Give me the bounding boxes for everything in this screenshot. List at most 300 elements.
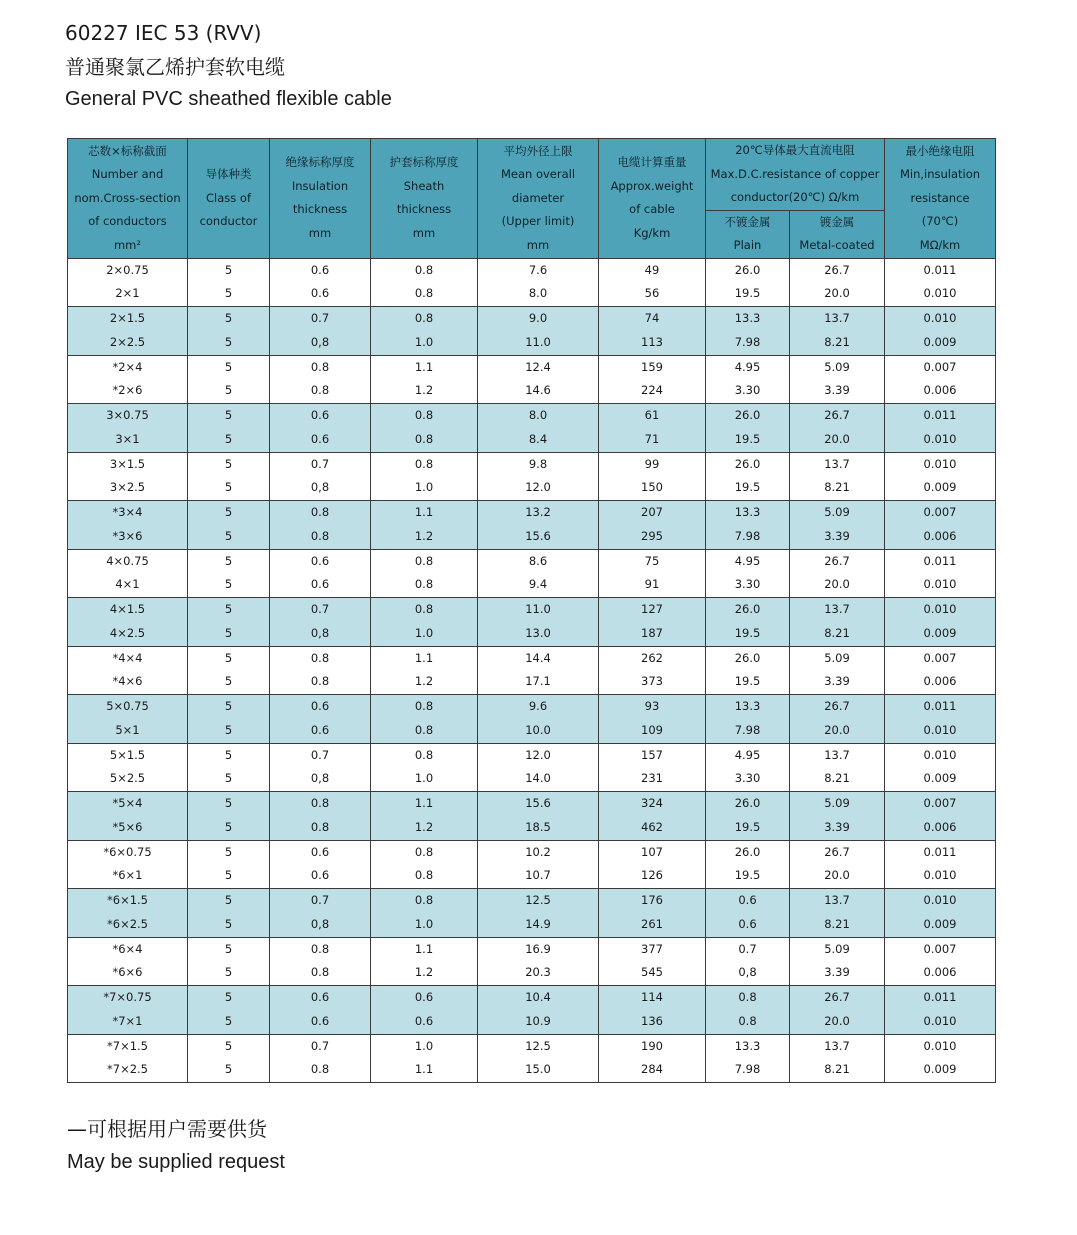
cell-diameter bbox=[478, 598, 599, 647]
value-insulation: 0.6 bbox=[310, 722, 330, 737]
cell-weight bbox=[599, 549, 706, 598]
value-class: 5 bbox=[224, 334, 233, 349]
value-diameter: 14.0 bbox=[525, 771, 551, 786]
value-sheath: 0.8 bbox=[414, 408, 434, 423]
value-res-coated: 8.21 bbox=[824, 1062, 850, 1077]
value-diameter: 12.4 bbox=[525, 359, 551, 374]
value-weight: 127 bbox=[641, 602, 663, 617]
value-min-insulation: 0.010 bbox=[923, 1013, 957, 1028]
value-class: 5 bbox=[224, 699, 233, 714]
value-weight: 190 bbox=[641, 1038, 663, 1053]
value-res-plain: 19.5 bbox=[734, 868, 761, 883]
value-res-plain: 26.0 bbox=[734, 456, 761, 471]
cell-res-plain bbox=[706, 695, 790, 744]
value-size: 2×1 bbox=[115, 286, 140, 301]
cell-class bbox=[188, 840, 270, 889]
cell-min-insulation bbox=[885, 549, 996, 598]
value-class: 5 bbox=[224, 1038, 233, 1053]
cell-size bbox=[68, 307, 188, 356]
value-size: *4×4 bbox=[112, 650, 143, 665]
value-insulation: 0.6 bbox=[310, 262, 330, 277]
value-min-insulation: 0.010 bbox=[923, 1038, 957, 1053]
value-res-coated: 5.09 bbox=[824, 359, 850, 374]
cell-res-coated bbox=[790, 598, 885, 647]
value-insulation: 0.7 bbox=[310, 893, 330, 908]
cell-res-coated bbox=[790, 404, 885, 453]
header-conductor-size: 芯数×标称截面 Number and nom.Cross-section of conductors mm² bbox=[68, 139, 188, 259]
cell-class bbox=[188, 452, 270, 501]
value-res-plain: 0.8 bbox=[738, 1013, 757, 1028]
cell-sheath bbox=[371, 1034, 478, 1083]
value-diameter: 14.4 bbox=[525, 650, 551, 665]
value-class: 5 bbox=[224, 868, 233, 883]
value-weight: 126 bbox=[641, 868, 663, 883]
value-size: *6×0.75 bbox=[103, 844, 152, 859]
value-res-plain: 13.3 bbox=[734, 311, 761, 326]
value-res-plain: 19.5 bbox=[734, 431, 761, 446]
cell-weight bbox=[599, 646, 706, 695]
value-class: 5 bbox=[224, 819, 233, 834]
value-diameter: 10.7 bbox=[525, 868, 551, 883]
value-weight: 49 bbox=[644, 262, 660, 277]
value-size: 5×1 bbox=[115, 722, 140, 737]
value-class: 5 bbox=[224, 674, 233, 689]
cell-size bbox=[68, 937, 188, 986]
value-sheath: 0.8 bbox=[414, 868, 434, 883]
table-row-group bbox=[68, 986, 996, 1035]
cell-diameter bbox=[478, 307, 599, 356]
cell-diameter bbox=[478, 1034, 599, 1083]
table-row-group bbox=[68, 1034, 996, 1083]
value-min-insulation: 0.010 bbox=[923, 747, 957, 762]
value-min-insulation: 0.009 bbox=[923, 334, 957, 349]
cell-size bbox=[68, 258, 188, 307]
table-body bbox=[68, 258, 996, 1083]
cell-min-insulation bbox=[885, 404, 996, 453]
value-size: 4×1.5 bbox=[109, 602, 146, 617]
value-res-coated: 26.7 bbox=[824, 262, 850, 277]
value-class: 5 bbox=[224, 480, 233, 495]
value-res-plain: 0.6 bbox=[738, 916, 757, 931]
cell-sheath bbox=[371, 646, 478, 695]
value-sheath: 1.0 bbox=[414, 480, 434, 495]
value-res-plain: 26.0 bbox=[734, 796, 761, 811]
value-res-coated: 20.0 bbox=[824, 286, 850, 301]
value-sheath: 0.6 bbox=[414, 1013, 434, 1028]
table-row-group bbox=[68, 695, 996, 744]
value-size: *4×6 bbox=[112, 674, 143, 689]
value-insulation: 0,8 bbox=[310, 480, 330, 495]
cell-insulation bbox=[270, 1034, 371, 1083]
value-min-insulation: 0.009 bbox=[923, 480, 957, 495]
value-size: *2×4 bbox=[112, 359, 143, 374]
value-min-insulation: 0.011 bbox=[923, 408, 957, 423]
cell-sheath bbox=[371, 840, 478, 889]
value-res-coated: 8.21 bbox=[824, 625, 850, 640]
value-res-plain: 7.98 bbox=[734, 722, 761, 737]
value-weight: 93 bbox=[644, 699, 660, 714]
value-insulation: 0.6 bbox=[310, 844, 330, 859]
title-english: General PVC sheathed flexible cable bbox=[65, 88, 392, 110]
cell-class bbox=[188, 743, 270, 792]
cell-min-insulation bbox=[885, 598, 996, 647]
cell-res-plain bbox=[706, 258, 790, 307]
cell-insulation bbox=[270, 501, 371, 550]
value-insulation: 0.6 bbox=[310, 553, 330, 568]
cell-size bbox=[68, 549, 188, 598]
value-res-coated: 5.09 bbox=[824, 505, 850, 520]
cell-res-plain bbox=[706, 937, 790, 986]
value-insulation: 0,8 bbox=[310, 334, 330, 349]
value-insulation: 0.6 bbox=[310, 868, 330, 883]
cell-class bbox=[188, 598, 270, 647]
value-sheath: 1.2 bbox=[414, 819, 434, 834]
cell-size bbox=[68, 598, 188, 647]
value-min-insulation: 0.011 bbox=[923, 262, 957, 277]
value-res-plain: 0.8 bbox=[738, 990, 757, 1005]
cell-sheath bbox=[371, 404, 478, 453]
value-res-coated: 26.7 bbox=[824, 844, 850, 859]
value-insulation: 0.8 bbox=[310, 819, 330, 834]
value-size: *5×6 bbox=[112, 819, 143, 834]
value-min-insulation: 0.007 bbox=[923, 359, 957, 374]
value-sheath: 1.0 bbox=[414, 334, 434, 349]
cell-res-coated bbox=[790, 743, 885, 792]
value-res-plain: 7.98 bbox=[734, 528, 761, 543]
value-res-plain: 19.5 bbox=[734, 286, 761, 301]
value-diameter: 16.9 bbox=[525, 941, 551, 956]
value-diameter: 12.0 bbox=[525, 747, 551, 762]
cell-class bbox=[188, 404, 270, 453]
value-res-coated: 20.0 bbox=[824, 577, 850, 592]
value-diameter: 9.0 bbox=[528, 311, 548, 326]
cell-res-plain bbox=[706, 743, 790, 792]
header-resistance-metal-coated: 镀金属 Metal-coated bbox=[790, 210, 885, 258]
cell-weight bbox=[599, 355, 706, 404]
table-row-group bbox=[68, 501, 996, 550]
value-weight: 91 bbox=[644, 577, 660, 592]
value-weight: 207 bbox=[641, 505, 663, 520]
value-sheath: 1.1 bbox=[414, 650, 434, 665]
cable-spec-table bbox=[67, 138, 996, 1083]
value-res-coated: 26.7 bbox=[824, 699, 850, 714]
cell-min-insulation bbox=[885, 986, 996, 1035]
title-standard: 60227 IEC 53 (RVV) bbox=[65, 21, 262, 45]
cell-insulation bbox=[270, 889, 371, 938]
value-weight: 187 bbox=[641, 625, 663, 640]
value-res-plain: 7.98 bbox=[734, 334, 761, 349]
value-sheath: 0.8 bbox=[414, 456, 434, 471]
value-class: 5 bbox=[224, 650, 233, 665]
cell-weight bbox=[599, 598, 706, 647]
value-res-coated: 13.7 bbox=[824, 747, 850, 762]
cell-res-coated bbox=[790, 501, 885, 550]
value-min-insulation: 0.010 bbox=[923, 868, 957, 883]
cell-min-insulation bbox=[885, 743, 996, 792]
value-sheath: 0.8 bbox=[414, 893, 434, 908]
cell-weight bbox=[599, 792, 706, 841]
value-weight: 295 bbox=[641, 528, 663, 543]
value-sheath: 0.8 bbox=[414, 311, 434, 326]
cell-res-coated bbox=[790, 258, 885, 307]
value-class: 5 bbox=[224, 722, 233, 737]
value-weight: 176 bbox=[641, 893, 663, 908]
table-row-group bbox=[68, 889, 996, 938]
value-res-coated: 8.21 bbox=[824, 916, 850, 931]
value-weight: 74 bbox=[644, 311, 660, 326]
cell-insulation bbox=[270, 937, 371, 986]
value-insulation: 0.8 bbox=[310, 383, 330, 398]
footnote-english: May be supplied request bbox=[67, 1151, 285, 1173]
value-insulation: 0.6 bbox=[310, 699, 330, 714]
table-row-group bbox=[68, 355, 996, 404]
value-diameter: 8.0 bbox=[528, 286, 548, 301]
value-size: *6×1 bbox=[112, 868, 143, 883]
value-res-coated: 5.09 bbox=[824, 796, 850, 811]
cell-class bbox=[188, 986, 270, 1035]
value-res-coated: 26.7 bbox=[824, 990, 850, 1005]
value-class: 5 bbox=[224, 916, 233, 931]
value-sheath: 1.1 bbox=[414, 796, 434, 811]
table-row-group bbox=[68, 258, 996, 307]
value-res-plain: 19.5 bbox=[734, 674, 761, 689]
cell-min-insulation bbox=[885, 1034, 996, 1083]
value-res-plain: 13.3 bbox=[734, 1038, 761, 1053]
cell-size bbox=[68, 695, 188, 744]
table-row-group bbox=[68, 598, 996, 647]
cell-insulation bbox=[270, 258, 371, 307]
value-min-insulation: 0.007 bbox=[923, 796, 957, 811]
cell-diameter bbox=[478, 743, 599, 792]
value-min-insulation: 0.007 bbox=[923, 505, 957, 520]
cell-size bbox=[68, 404, 188, 453]
value-diameter: 15.0 bbox=[525, 1062, 551, 1077]
cell-class bbox=[188, 937, 270, 986]
value-insulation: 0.8 bbox=[310, 359, 330, 374]
value-min-insulation: 0.006 bbox=[923, 383, 957, 398]
value-class: 5 bbox=[224, 844, 233, 859]
value-class: 5 bbox=[224, 965, 233, 980]
cell-sheath bbox=[371, 452, 478, 501]
cell-class bbox=[188, 307, 270, 356]
value-class: 5 bbox=[224, 383, 233, 398]
value-weight: 75 bbox=[644, 553, 660, 568]
value-sheath: 0.8 bbox=[414, 602, 434, 617]
cell-weight bbox=[599, 840, 706, 889]
cell-insulation bbox=[270, 743, 371, 792]
value-min-insulation: 0.010 bbox=[923, 431, 957, 446]
value-size: *6×6 bbox=[112, 965, 143, 980]
cell-insulation bbox=[270, 307, 371, 356]
footnote-chinese: —可根据用户需要供货 bbox=[67, 1117, 267, 1141]
value-size: *7×1 bbox=[112, 1013, 143, 1028]
value-min-insulation: 0.010 bbox=[923, 602, 957, 617]
cell-sheath bbox=[371, 889, 478, 938]
cell-res-plain bbox=[706, 792, 790, 841]
cell-class bbox=[188, 1034, 270, 1083]
value-min-insulation: 0.011 bbox=[923, 844, 957, 859]
cell-res-coated bbox=[790, 355, 885, 404]
value-min-insulation: 0.010 bbox=[923, 456, 957, 471]
cell-min-insulation bbox=[885, 258, 996, 307]
value-insulation: 0.7 bbox=[310, 747, 330, 762]
cell-res-coated bbox=[790, 307, 885, 356]
cell-res-plain bbox=[706, 646, 790, 695]
value-diameter: 9.4 bbox=[528, 577, 548, 592]
value-class: 5 bbox=[224, 990, 233, 1005]
cell-min-insulation bbox=[885, 695, 996, 744]
cell-min-insulation bbox=[885, 840, 996, 889]
value-sheath: 1.1 bbox=[414, 359, 434, 374]
value-size: *6×2.5 bbox=[107, 916, 148, 931]
value-min-insulation: 0.006 bbox=[923, 965, 957, 980]
cell-insulation bbox=[270, 355, 371, 404]
value-class: 5 bbox=[224, 1062, 233, 1077]
value-size: 2×1.5 bbox=[109, 311, 146, 326]
table-row-group bbox=[68, 549, 996, 598]
value-insulation: 0.8 bbox=[310, 796, 330, 811]
cell-class bbox=[188, 792, 270, 841]
value-res-coated: 5.09 bbox=[824, 941, 850, 956]
cell-weight bbox=[599, 501, 706, 550]
value-res-plain: 26.0 bbox=[734, 262, 761, 277]
value-sheath: 0.6 bbox=[414, 990, 434, 1005]
cell-min-insulation bbox=[885, 889, 996, 938]
cell-size bbox=[68, 889, 188, 938]
value-sheath: 1.2 bbox=[414, 383, 434, 398]
cell-sheath bbox=[371, 501, 478, 550]
header-dc-resistance: 20℃导体最大直流电阻 Max.D.C.resistance of copper conductor(20℃) Ω/km bbox=[706, 139, 885, 211]
value-insulation: 0.6 bbox=[310, 577, 330, 592]
cell-min-insulation bbox=[885, 452, 996, 501]
value-res-plain: 4.95 bbox=[734, 747, 761, 762]
cell-res-coated bbox=[790, 1034, 885, 1083]
value-insulation: 0.8 bbox=[310, 650, 330, 665]
cell-res-plain bbox=[706, 840, 790, 889]
cell-size bbox=[68, 743, 188, 792]
cell-diameter bbox=[478, 695, 599, 744]
value-size: *6×4 bbox=[112, 941, 143, 956]
value-class: 5 bbox=[224, 771, 233, 786]
value-class: 5 bbox=[224, 359, 233, 374]
value-res-plain: 7.98 bbox=[734, 1062, 761, 1077]
value-weight: 462 bbox=[641, 819, 663, 834]
cell-min-insulation bbox=[885, 355, 996, 404]
cell-diameter bbox=[478, 355, 599, 404]
cell-diameter bbox=[478, 452, 599, 501]
value-diameter: 8.6 bbox=[528, 553, 548, 568]
value-res-plain: 19.5 bbox=[734, 625, 761, 640]
cell-sheath bbox=[371, 792, 478, 841]
value-diameter: 10.2 bbox=[525, 844, 551, 859]
value-diameter: 15.6 bbox=[525, 796, 551, 811]
value-size: 3×1 bbox=[115, 431, 140, 446]
value-diameter: 12.0 bbox=[525, 480, 551, 495]
value-insulation: 0.8 bbox=[310, 965, 330, 980]
value-res-coated: 13.7 bbox=[824, 602, 850, 617]
value-res-coated: 13.7 bbox=[824, 893, 850, 908]
value-diameter: 9.8 bbox=[528, 456, 548, 471]
value-diameter: 17.1 bbox=[525, 674, 551, 689]
value-res-coated: 20.0 bbox=[824, 868, 850, 883]
header-conductor-class: 导体种类 Class of conductor bbox=[188, 139, 270, 259]
value-insulation: 0.6 bbox=[310, 286, 330, 301]
value-sheath: 0.8 bbox=[414, 699, 434, 714]
cell-res-coated bbox=[790, 549, 885, 598]
cell-res-plain bbox=[706, 598, 790, 647]
cell-insulation bbox=[270, 840, 371, 889]
value-sheath: 0.8 bbox=[414, 722, 434, 737]
value-res-coated: 5.09 bbox=[824, 650, 850, 665]
value-weight: 284 bbox=[641, 1062, 663, 1077]
value-size: 5×0.75 bbox=[106, 699, 149, 714]
value-weight: 99 bbox=[644, 456, 660, 471]
value-res-coated: 3.39 bbox=[824, 528, 850, 543]
value-insulation: 0.6 bbox=[310, 408, 330, 423]
value-class: 5 bbox=[224, 505, 233, 520]
cell-diameter bbox=[478, 840, 599, 889]
value-res-coated: 3.39 bbox=[824, 383, 850, 398]
table-header bbox=[68, 139, 996, 259]
value-min-insulation: 0.006 bbox=[923, 674, 957, 689]
header-insulation-resistance: 最小绝缘电阻 Min,insulation resistance (70℃) MΩ/km bbox=[885, 139, 996, 259]
value-sheath: 1.0 bbox=[414, 771, 434, 786]
value-sheath: 0.8 bbox=[414, 262, 434, 277]
value-size: 3×1.5 bbox=[109, 456, 146, 471]
value-min-insulation: 0.011 bbox=[923, 699, 957, 714]
cell-size bbox=[68, 452, 188, 501]
value-diameter: 8.0 bbox=[528, 408, 548, 423]
cell-weight bbox=[599, 452, 706, 501]
value-min-insulation: 0.010 bbox=[923, 577, 957, 592]
value-size: 4×2.5 bbox=[109, 625, 146, 640]
value-size: *3×6 bbox=[112, 528, 143, 543]
value-sheath: 0.8 bbox=[414, 577, 434, 592]
cell-res-plain bbox=[706, 355, 790, 404]
cell-diameter bbox=[478, 404, 599, 453]
value-diameter: 9.6 bbox=[528, 699, 548, 714]
value-res-plain: 4.95 bbox=[734, 553, 761, 568]
cell-sheath bbox=[371, 743, 478, 792]
value-class: 5 bbox=[224, 577, 233, 592]
value-res-plain: 0.7 bbox=[738, 941, 757, 956]
value-diameter: 8.4 bbox=[528, 431, 548, 446]
cell-res-coated bbox=[790, 452, 885, 501]
value-class: 5 bbox=[224, 1013, 233, 1028]
header-cable-weight: 电缆计算重量 Approx.weight of cable Kg/km bbox=[599, 139, 706, 259]
value-sheath: 0.8 bbox=[414, 431, 434, 446]
value-size: 2×2.5 bbox=[109, 334, 146, 349]
value-class: 5 bbox=[224, 796, 233, 811]
value-class: 5 bbox=[224, 602, 233, 617]
value-size: *6×1.5 bbox=[107, 893, 148, 908]
value-res-coated: 8.21 bbox=[824, 334, 850, 349]
value-res-plain: 26.0 bbox=[734, 844, 761, 859]
table-row-group bbox=[68, 792, 996, 841]
value-diameter: 10.4 bbox=[525, 990, 551, 1005]
value-class: 5 bbox=[224, 262, 233, 277]
value-res-plain: 4.95 bbox=[734, 359, 761, 374]
value-insulation: 0.7 bbox=[310, 311, 330, 326]
value-res-coated: 26.7 bbox=[824, 553, 850, 568]
value-res-plain: 3.30 bbox=[734, 577, 761, 592]
value-weight: 71 bbox=[644, 431, 660, 446]
value-diameter: 11.0 bbox=[525, 334, 551, 349]
cell-res-coated bbox=[790, 792, 885, 841]
cell-insulation bbox=[270, 452, 371, 501]
value-min-insulation: 0.011 bbox=[923, 553, 957, 568]
value-res-plain: 26.0 bbox=[734, 650, 761, 665]
